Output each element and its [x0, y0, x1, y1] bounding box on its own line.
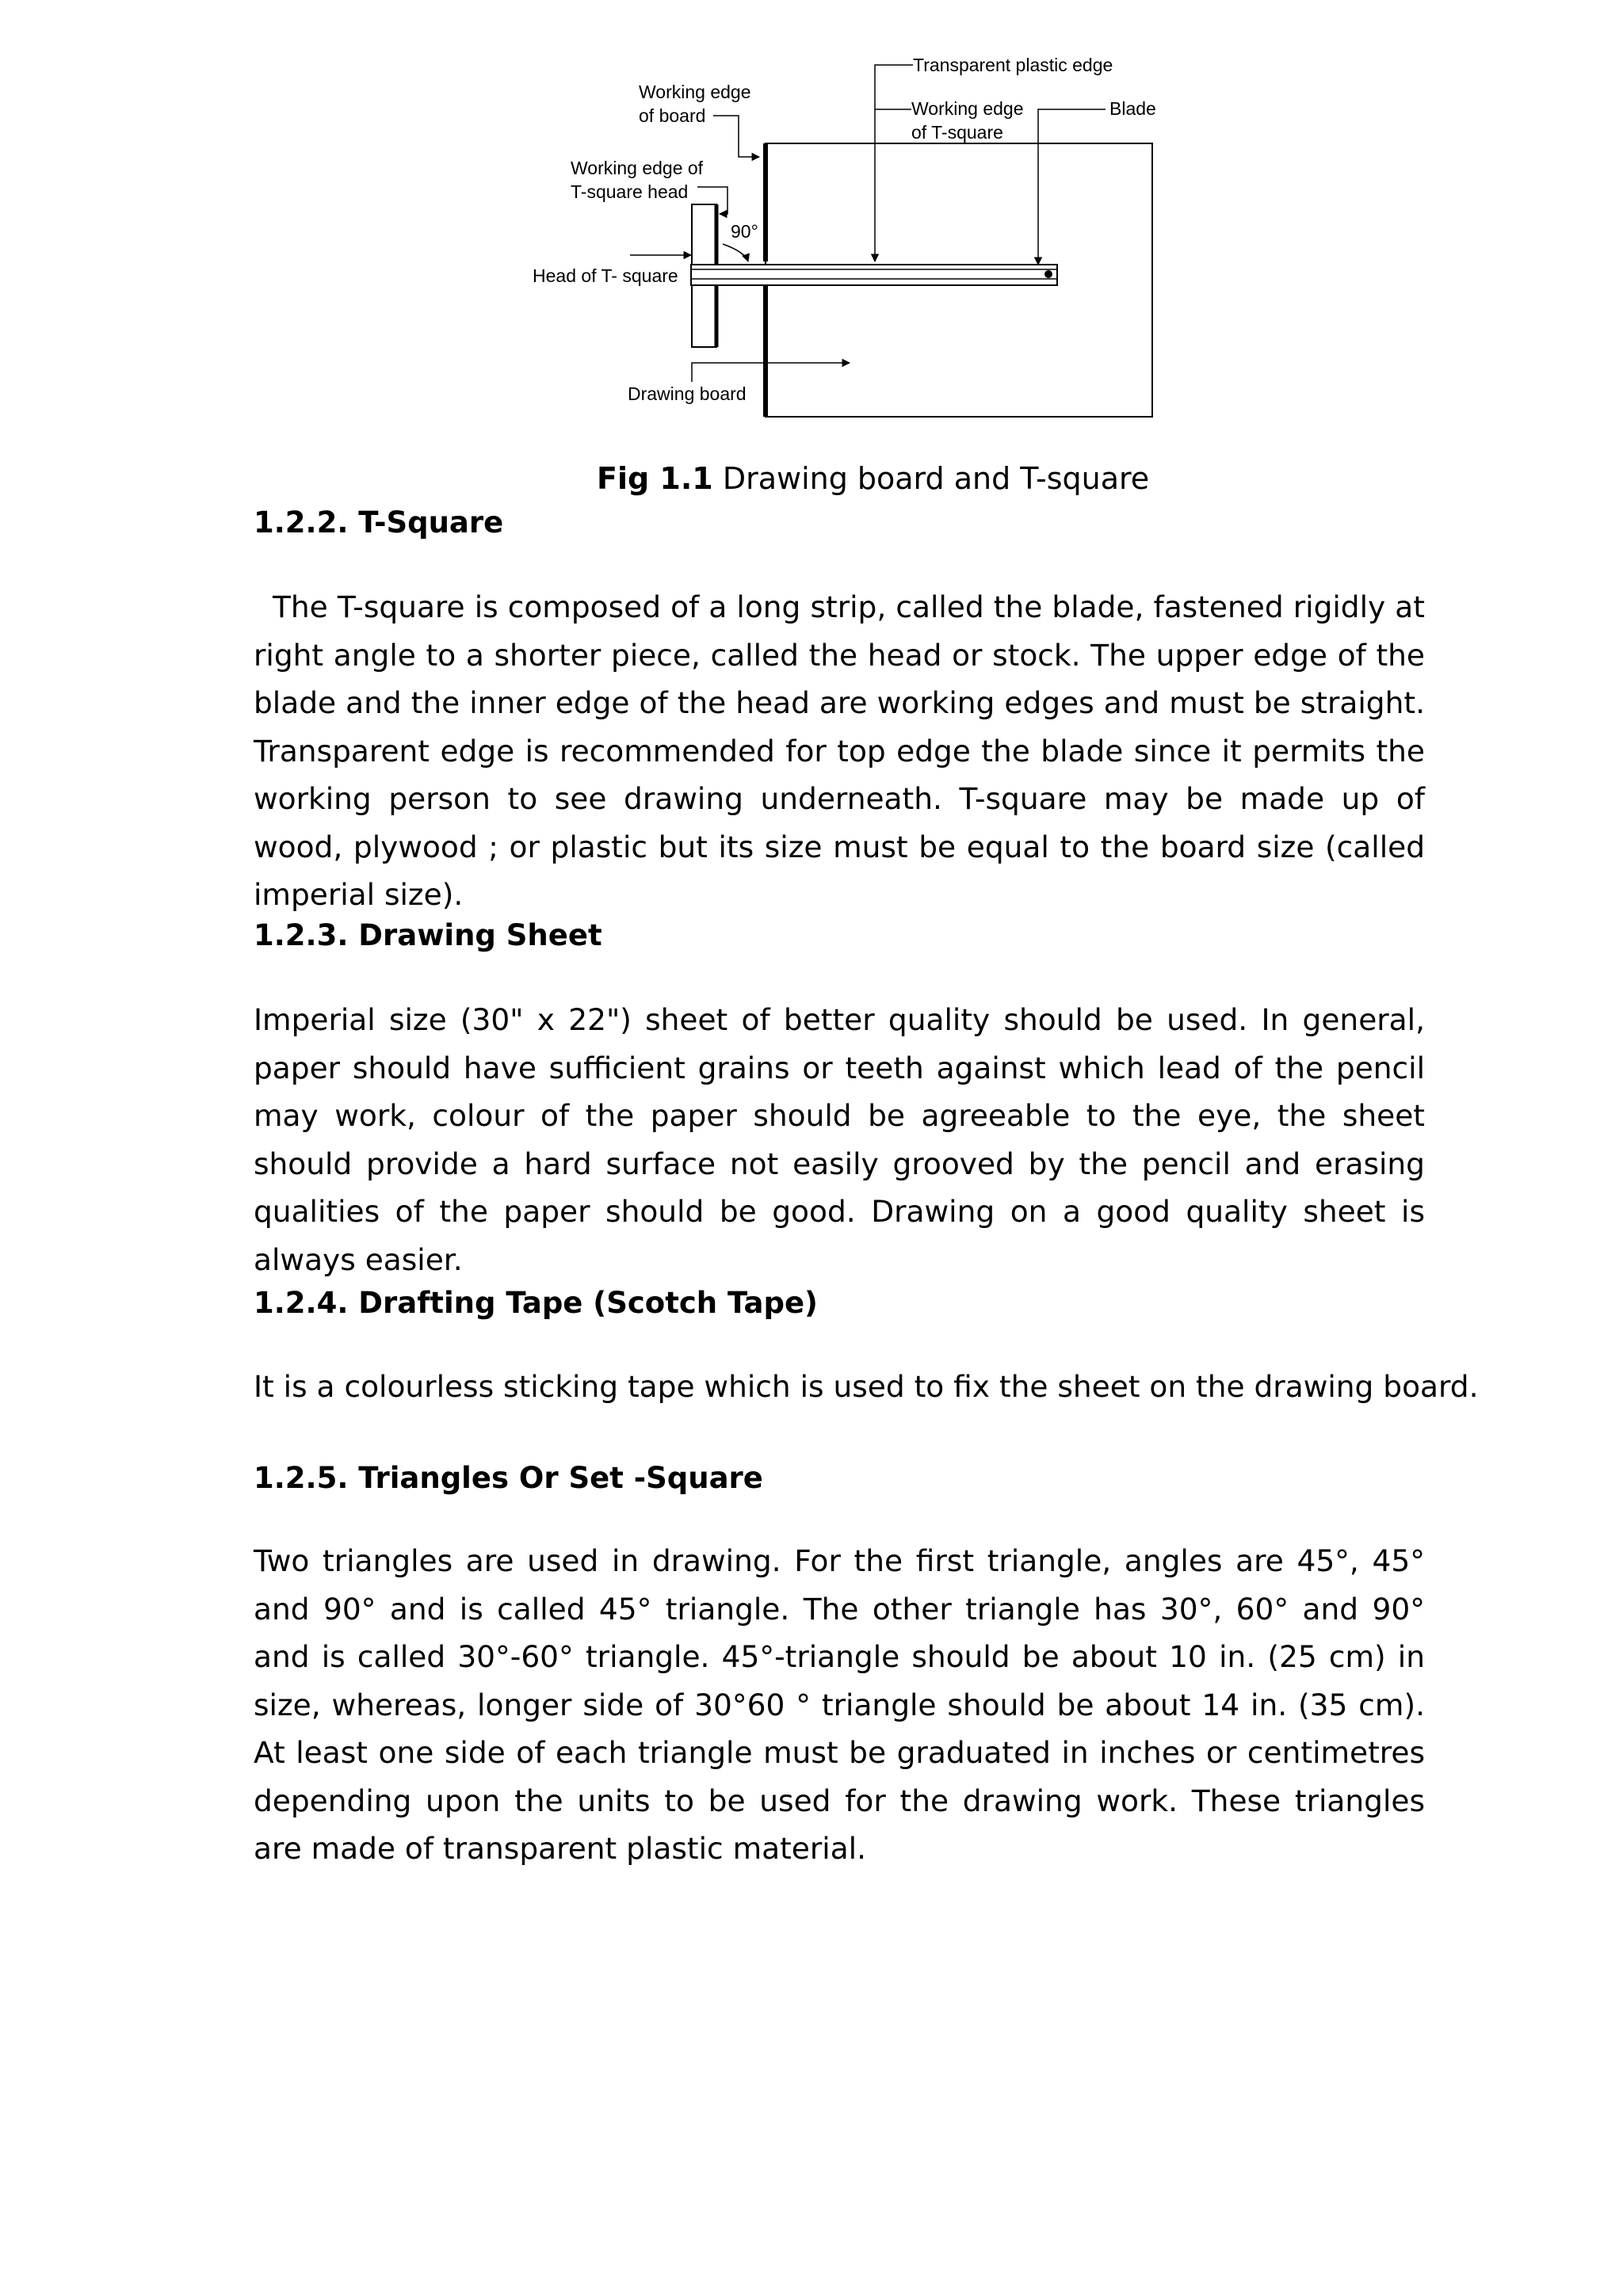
blade-label: Blade	[1109, 98, 1156, 119]
section-heading-drawing-sheet: 1.2.3. Drawing Sheet	[254, 918, 602, 952]
working-edge-head-label-2: T-square head	[571, 181, 689, 202]
section-heading-tsquare: 1.2.2. T-Square	[254, 505, 504, 540]
section-body-drafting-tape: It is a colourless sticking tape which is used to fix the sheet on the drawing board.	[254, 1369, 1479, 1404]
tsquare-blade	[691, 265, 1057, 285]
working-edge-board-label-1: Working edge	[639, 82, 751, 102]
figure-caption-number: Fig 1.1	[597, 461, 713, 496]
drawing-board-tsquare-figure	[0, 0, 1623, 444]
working-edge-tsquare-label-2: of T-square	[911, 122, 1003, 143]
figure-caption	[597, 460, 1149, 498]
section-body-tsquare: The T-square is composed of a long strip, called the blade, fastened rigidly at right angle to a shorter piece, called the head or stock. The upper edge of the blade and the inner edge of the head are working edges and must be straight. Transparent edge is recommended for top edge the blade since it permits the working person to see drawing underneath. T-square may be made up of wood, plywood ; or plastic but its size must be equal to the board size (called imperial size).	[254, 589, 1425, 912]
figure-caption-text: Drawing board and T-square	[712, 461, 1150, 496]
drawing-board-label: Drawing board	[628, 383, 747, 404]
working-edge-board-label-2: of board	[639, 105, 706, 126]
angle-label: 90°	[731, 221, 758, 242]
working-edge-head-label-1: Working edge of	[571, 158, 704, 178]
transparent-edge-label: Transparent plastic edge	[913, 55, 1113, 75]
section-heading-triangles: 1.2.5. Triangles Or Set -Square	[254, 1461, 763, 1495]
section-body-drawing-sheet: Imperial size (30" x 22") sheet of better quality should be used. In general, paper should have sufficient grains or teeth against which lead of the pencil may work, colour of the paper should be agreeable to the eye, the sheet should provide a hard surface not easily grooved by the pencil and erasing qualities of the paper should be good. Drawing on a good quality sheet is always easier.	[254, 1002, 1425, 1277]
working-edge-tsquare-label-1: Working edge	[911, 98, 1024, 119]
head-label: Head of T- square	[533, 265, 678, 286]
section-heading-drafting-tape: 1.2.4. Drafting Tape (Scotch Tape)	[254, 1286, 818, 1320]
section-body-triangles: Two triangles are used in drawing. For the first triangle, angles are 45°, 45° and 90° and is called 45° triangle. The other triangle has 30°, 60° and 90° and is called 30°-60° triangle. 45°-triangle should be about 10 in. (25 cm) in size, whereas, longer side of 30°60 ° triangle should be about 14 in. (35 cm). At least one side of each triangle must be graduated in inches or centimetres depending upon the units to be used for the drawing work. These triangles are made of transparent plastic material.	[254, 1543, 1425, 1866]
